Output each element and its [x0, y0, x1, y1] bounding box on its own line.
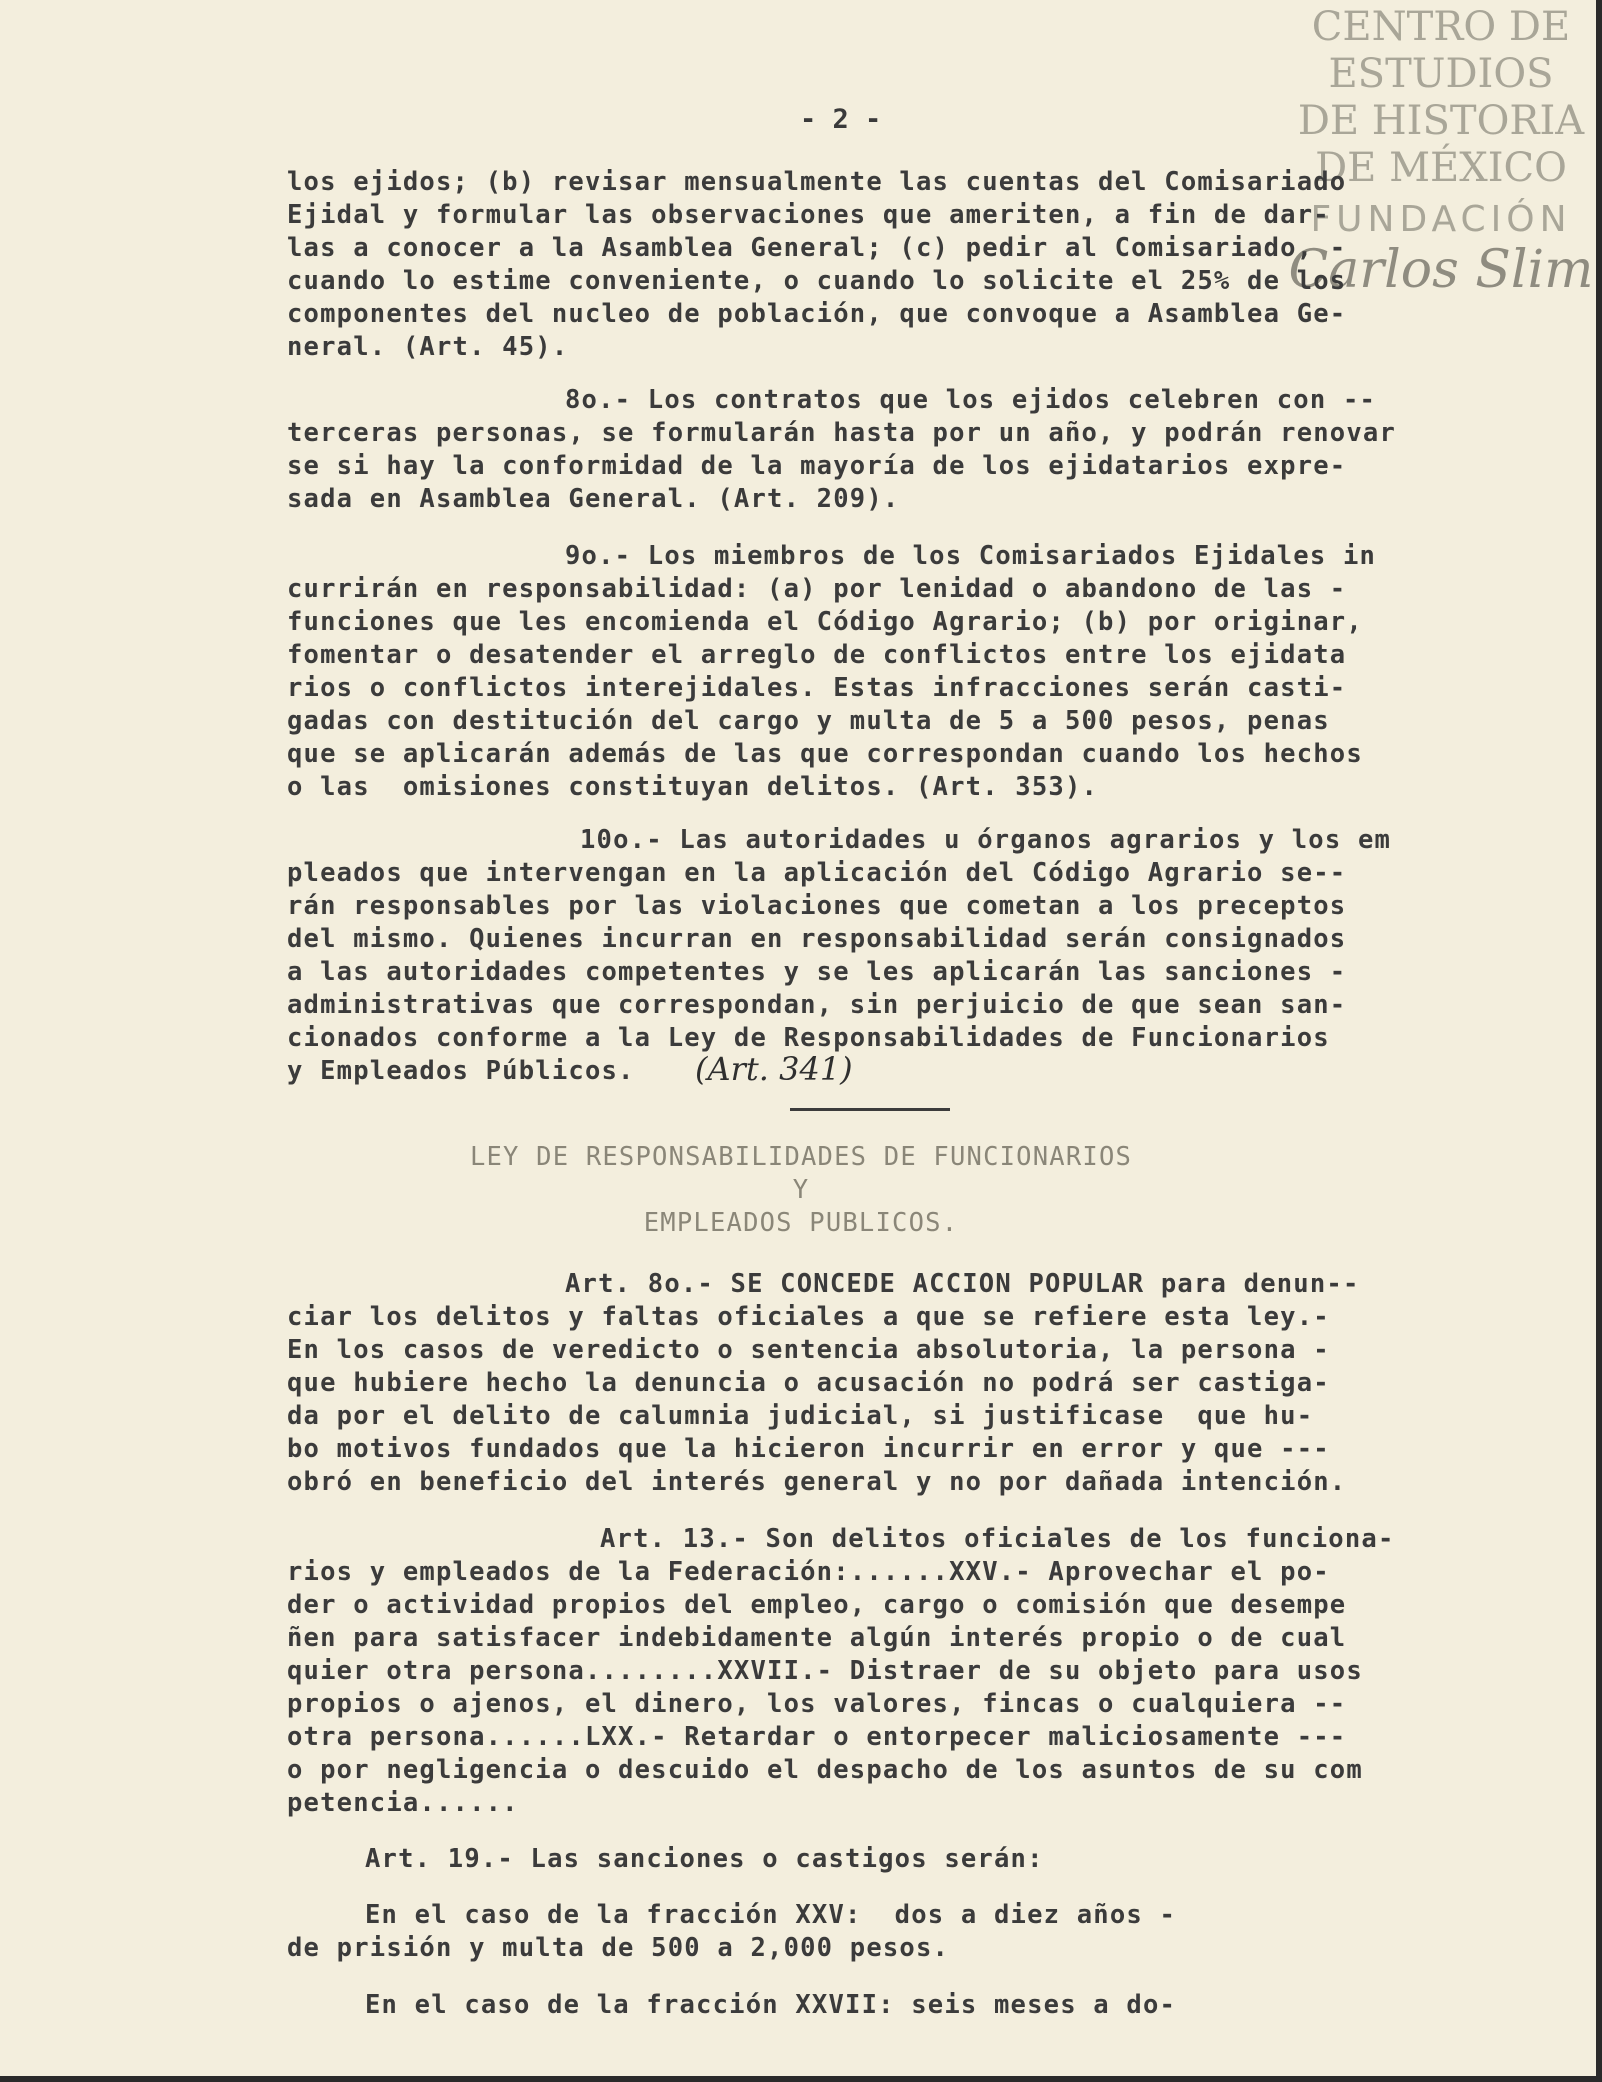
- text-line: cuando lo estime conveniente, o cuando lo solicite el 25% de los: [287, 266, 1347, 296]
- section-heading: EMPLEADOS PUBLICOS.: [643, 1208, 959, 1238]
- text-line: gadas con destitución del cargo y multa de 5 a 500 pesos, penas: [287, 706, 1330, 736]
- text-line: administrativas que correspondan, sin perjuicio de que sean san-: [287, 990, 1347, 1020]
- text-line: bo motivos fundados que la hicieron incurrir en error y que ---: [287, 1434, 1330, 1464]
- text-line: otra persona......LXX.- Retardar o entorpecer maliciosamente ---: [287, 1722, 1347, 1752]
- text-line: Art. 13.- Son delitos oficiales de los funciona-: [600, 1524, 1395, 1554]
- watermark-line: ESTUDIOS: [1328, 51, 1554, 97]
- watermark-line: DE MÉXICO: [1315, 145, 1567, 191]
- text-line: Ejidal y formular las observaciones que ameriten, a fin de dar-: [287, 200, 1330, 230]
- text-line: fomentar o desatender el arreglo de conflictos entre los ejidata: [287, 640, 1347, 670]
- text-line: que hubiere hecho la denuncia o acusación no podrá ser castiga-: [287, 1368, 1330, 1398]
- text-line: o por negligencia o descuido el despacho de los asuntos de su com: [287, 1755, 1363, 1785]
- watermark-signature: Carlos Slim: [1288, 240, 1594, 300]
- text-line: ciar los delitos y faltas oficiales a que se refiere esta ley.-: [287, 1302, 1330, 1332]
- handwritten-annotation: (Art. 341): [695, 1050, 853, 1088]
- text-line: ñen para satisfacer indebidamente algún interés propio o de cual: [287, 1623, 1347, 1653]
- text-line: de prisión y multa de 500 a 2,000 pesos.: [287, 1933, 950, 1963]
- text-line: currirán en responsabilidad: (a) por lenidad o abandono de las -: [287, 574, 1347, 604]
- text-line: En los casos de veredicto o sentencia absolutoria, la persona -: [287, 1335, 1330, 1365]
- text-line: 8o.- Los contratos que los ejidos celebren con --: [565, 385, 1377, 415]
- text-line: funciones que les encomienda el Código Agrario; (b) por originar,: [287, 607, 1363, 637]
- text-line: neral. (Art. 45).: [287, 332, 569, 362]
- watermark-line: CENTRO DE: [1311, 4, 1571, 50]
- section-heading: Y: [792, 1175, 810, 1205]
- text-line: terceras personas, se formularán hasta por un año, y podrán renovar: [287, 418, 1397, 448]
- text-line: da por el delito de calumnia judicial, si justificase que hu-: [287, 1401, 1314, 1431]
- text-line: o las omisiones constituyan delitos. (Art. 353).: [287, 772, 1099, 802]
- text-line: sada en Asamblea General. (Art. 209).: [287, 484, 900, 514]
- text-line: a las autoridades competentes y se les aplicarán las sanciones -: [287, 957, 1347, 987]
- text-line: del mismo. Quienes incurran en responsabilidad serán consignados: [287, 924, 1347, 954]
- text-line: obró en beneficio del interés general y no por dañada intención.: [287, 1467, 1347, 1497]
- text-line: y Empleados Públicos.: [287, 1056, 635, 1086]
- text-line: 9o.- Los miembros de los Comisariados Ejidales in: [565, 541, 1377, 571]
- text-line: Art. 19.- Las sanciones o castigos serán:: [365, 1844, 1044, 1874]
- watermark-foundation: FUNDACIÓN: [1310, 199, 1572, 240]
- text-line: los ejidos; (b) revisar mensualmente las cuentas del Comisariado: [287, 167, 1347, 197]
- text-line: Art. 8o.- SE CONCEDE ACCION POPULAR para denun--: [565, 1269, 1360, 1299]
- text-line: componentes del nucleo de población, que convoque a Asamblea Ge-: [287, 299, 1347, 329]
- section-heading: LEY DE RESPONSABILIDADES DE FUNCIONARIOS: [469, 1142, 1133, 1172]
- text-line: las a conocer a la Asamblea General; (c) pedir al Comisariado, -: [287, 233, 1347, 263]
- text-line: quier otra persona........XXVII.- Distraer de su objeto para usos: [287, 1656, 1363, 1686]
- text-line: petencia......: [287, 1788, 519, 1818]
- page-number: - 2 -: [800, 104, 882, 135]
- text-line: pleados que intervengan en la aplicación del Código Agrario se--: [287, 858, 1347, 888]
- text-line: rios o conflictos interejidales. Estas infracciones serán casti-: [287, 673, 1347, 703]
- text-line: cionados conforme a la Ley de Responsabilidades de Funcionarios: [287, 1023, 1330, 1053]
- text-line: que se aplicarán además de las que correspondan cuando los hechos: [287, 739, 1363, 769]
- text-line: rios y empleados de la Federación:......XXV.- Aprovechar el po-: [287, 1557, 1330, 1587]
- section-divider: [790, 1108, 950, 1111]
- text-line: rán responsables por las violaciones que cometan a los preceptos: [287, 891, 1347, 921]
- text-line: der o actividad propios del empleo, cargo o comisión que desempe: [287, 1590, 1347, 1620]
- text-line: En el caso de la fracción XXV: dos a diez años -: [365, 1900, 1177, 1930]
- text-line: propios o ajenos, el dinero, los valores, fincas o cualquiera --: [287, 1689, 1347, 1719]
- text-line: se si hay la conformidad de la mayoría de los ejidatarios expre-: [287, 451, 1347, 481]
- watermark-line: DE HISTORIA: [1297, 98, 1585, 144]
- text-line: 10o.- Las autoridades u órganos agrarios y los em: [580, 825, 1392, 855]
- text-line: En el caso de la fracción XXVII: seis meses a do-: [365, 1990, 1177, 2020]
